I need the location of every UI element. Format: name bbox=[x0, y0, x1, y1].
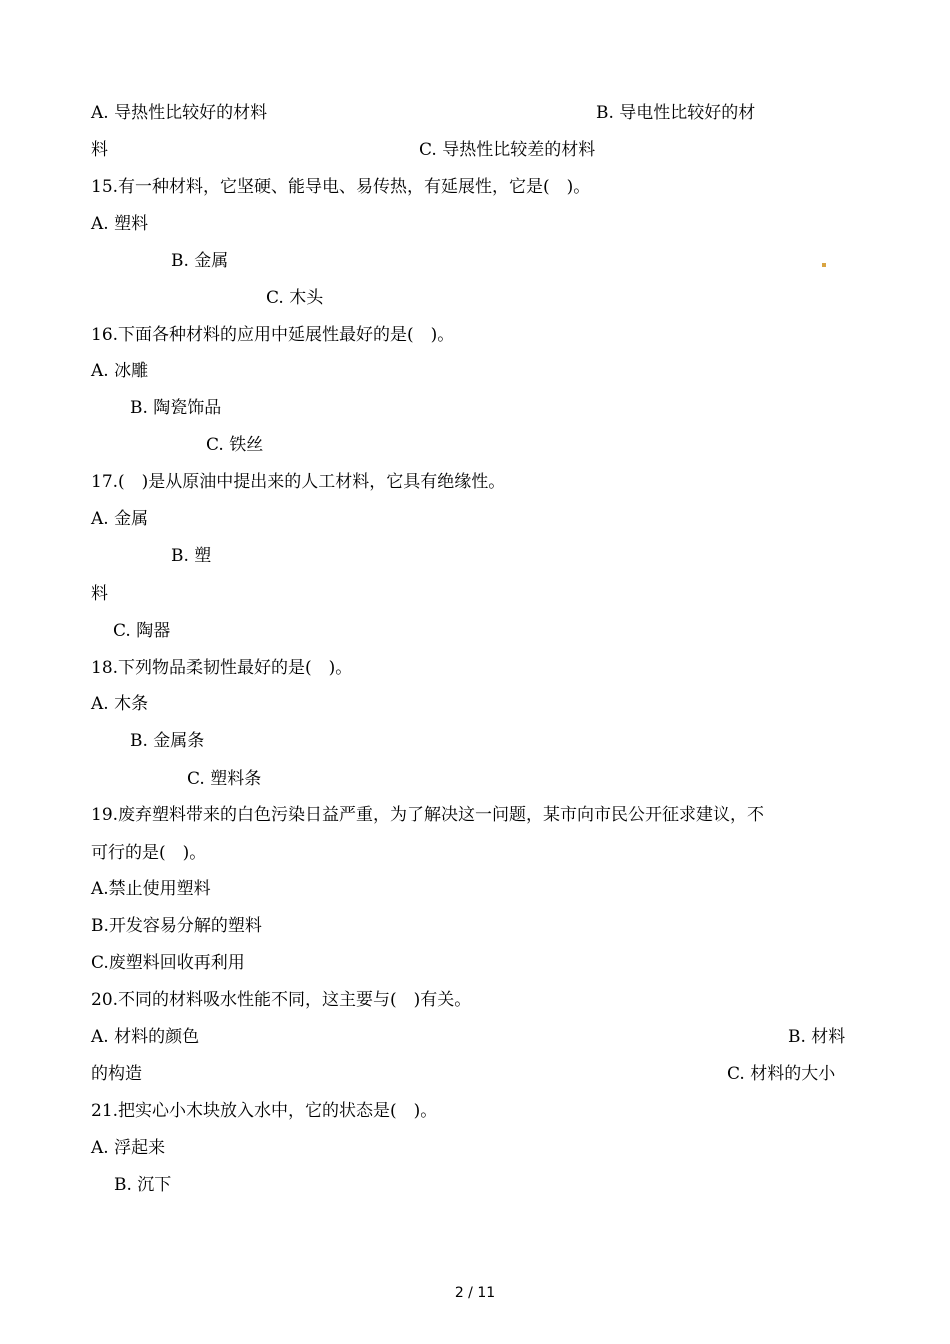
q21-option-a: A. 浮起来 bbox=[91, 1138, 166, 1158]
q20-option-c: C. 材料的大小 bbox=[727, 1064, 836, 1084]
q19-option-c: C.废塑料回收再利用 bbox=[91, 953, 245, 973]
q18-question: 18.下列物品柔韧性最好的是( )。 bbox=[91, 658, 353, 678]
q17-question: 17.( )是从原油中提出来的人工材料，它具有绝缘性。 bbox=[91, 472, 506, 492]
q16-question: 16.下面各种材料的应用中延展性最好的是( )。 bbox=[91, 325, 455, 345]
q18-option-a: A. 木条 bbox=[91, 694, 149, 714]
q15-option-c: C. 木头 bbox=[266, 288, 324, 308]
q21-option-b: B. 沉下 bbox=[114, 1175, 172, 1195]
q14-option-c: C. 导热性比较差的材料 bbox=[419, 140, 596, 160]
q20-option-a: A. 材料的颜色 bbox=[91, 1027, 200, 1047]
decorative-dot bbox=[822, 263, 826, 267]
page-number: 2 / 11 bbox=[454, 1285, 496, 1301]
q14-option-a: A. 导热性比较好的材料 bbox=[91, 103, 268, 123]
q17-option-b: B. 塑 bbox=[171, 546, 212, 566]
q16-option-a: A. 冰雕 bbox=[91, 361, 149, 381]
q20-question: 20.不同的材料吸水性能不同，这主要与( )有关。 bbox=[91, 990, 472, 1010]
q16-option-c: C. 铁丝 bbox=[206, 435, 264, 455]
q17-option-b-wrap: 料 bbox=[91, 584, 108, 604]
q18-option-c: C. 塑料条 bbox=[187, 769, 262, 789]
q21-question: 21.把实心小木块放入水中，它的状态是( )。 bbox=[91, 1101, 438, 1121]
q19-question: 19.废弃塑料带来的白色污染日益严重，为了解决这一问题，某市向市民公开征求建议，不 bbox=[91, 805, 765, 825]
q16-option-b: B. 陶瓷饰品 bbox=[130, 398, 222, 418]
q19-option-b: B.开发容易分解的塑料 bbox=[91, 916, 262, 936]
q15-option-a: A. 塑料 bbox=[91, 214, 149, 234]
q20-option-b: B. 材料 bbox=[788, 1027, 846, 1047]
q20-option-b-wrap: 的构造 bbox=[91, 1064, 142, 1084]
q18-option-b: B. 金属条 bbox=[130, 731, 205, 751]
q14-option-b-wrap: 料 bbox=[91, 140, 108, 160]
q19-question-wrap: 可行的是( )。 bbox=[91, 843, 207, 863]
q17-option-c: C. 陶器 bbox=[113, 621, 171, 641]
q15-question: 15.有一种材料，它坚硬、能导电、易传热，有延展性，它是( )。 bbox=[91, 177, 591, 197]
q14-option-b: B. 导电性比较好的材 bbox=[596, 103, 756, 123]
q15-option-b: B. 金属 bbox=[171, 251, 229, 271]
q19-option-a: A.禁止使用塑料 bbox=[91, 879, 211, 899]
q17-option-a: A. 金属 bbox=[91, 509, 149, 529]
